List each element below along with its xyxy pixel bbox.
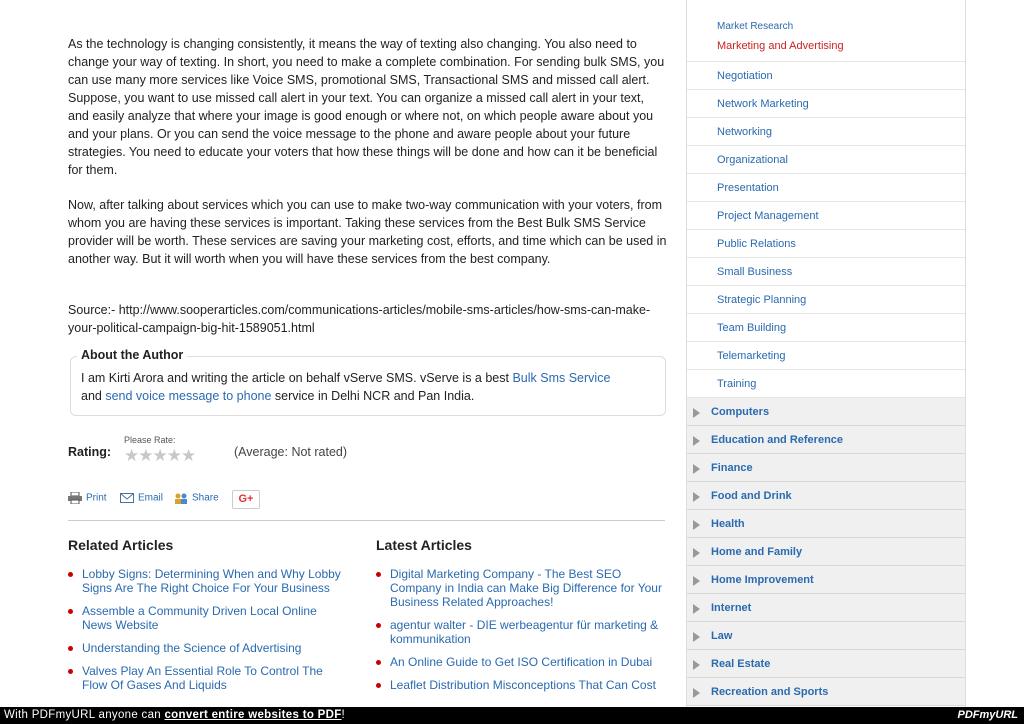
related-article-link[interactable]: Understanding the Science of Advertising: [82, 641, 302, 655]
sidebar-category-home-improvement[interactable]: [687, 566, 965, 594]
about-author-title: About the Author: [77, 348, 187, 362]
sidebar-category-finance[interactable]: [687, 454, 965, 482]
convert-websites-link[interactable]: convert entire websites to PDF: [164, 709, 342, 721]
related-article-link[interactable]: Lobby Signs: Determining When and Why Lobby Signs Are The Right Choice For Your Business: [82, 567, 341, 595]
sidebar-subitem-market-research[interactable]: Market Research: [717, 21, 794, 32]
category-label: Law: [711, 630, 733, 642]
latest-articles-list: [376, 567, 668, 701]
google-plus-button[interactable]: G+: [232, 490, 260, 509]
category-label: Real Estate: [711, 658, 771, 670]
author-text-part: service in Delhi NCR and Pan India.: [271, 389, 475, 403]
sidebar-subitem-negotiation[interactable]: Negotiation: [687, 62, 965, 90]
pdfmyurl-footer: [0, 707, 1024, 724]
average-rating: (Average: Not rated): [234, 445, 348, 459]
sidebar-subitem-marketing-advertising[interactable]: Marketing and Advertising: [687, 34, 965, 62]
rating-section: [68, 435, 368, 465]
sidebar-category-real-estate[interactable]: [687, 650, 965, 678]
sidebar-subitem-strategic-planning[interactable]: Strategic Planning: [687, 286, 965, 314]
list-item: [376, 655, 668, 669]
latest-articles-title: Latest Articles: [376, 537, 472, 553]
sidebar-subitem-training[interactable]: Training: [687, 370, 965, 398]
sidebar-subitem-networking[interactable]: Networking: [687, 118, 965, 146]
printer-icon: [68, 492, 82, 504]
footer-suffix: !: [341, 709, 346, 721]
star-icon[interactable]: ★: [166, 446, 182, 465]
star-icon[interactable]: ★: [138, 446, 154, 465]
sidebar-subitem-network-marketing[interactable]: Network Marketing: [687, 90, 965, 118]
category-label: Recreation and Sports: [711, 686, 829, 698]
category-label: Finance: [711, 462, 753, 474]
envelope-icon: [120, 492, 134, 504]
article-paragraph-1: As the technology is changing consistently, it means the way of texting also changing. You also need to change your way of texting. In short, you need to make a complete combination. For sending bulk SMS, you can use many more services like Voice SMS, promotional SMS, Transactional SMS and missed call alert. Suppose, you want to use missed call alert in your text. You can organize a missed call alert in your text, and easily analyze that where your image is good enough or where not, on which people aware about you and your plans. Or you can send the voice message to the phone and aware people about your future strategies. You need to educate your voters that how these things will be done and how can it be beneficial for them.: [68, 37, 665, 177]
sidebar-subitem-organizational[interactable]: Organizational: [687, 146, 965, 174]
triangle-right-icon: [693, 576, 700, 586]
related-articles-title: Related Articles: [68, 537, 174, 553]
star-icon[interactable]: ★: [181, 446, 197, 465]
rating-stars[interactable]: [124, 447, 195, 466]
triangle-right-icon: [693, 632, 700, 642]
sidebar-category-education[interactable]: [687, 426, 965, 454]
category-label: Health: [711, 518, 745, 530]
pdfmyurl-logo: PDFmyURL: [957, 709, 1018, 721]
sidebar-category-internet[interactable]: [687, 594, 965, 622]
triangle-right-icon: [693, 464, 700, 474]
category-label: Education and Reference: [711, 434, 844, 446]
article-source: Source:- http://www.sooperarticles.com/communications-articles/mobile-sms-articles/how-sms-can-make-your-political-campaign-big-hit-1589051.html: [68, 303, 651, 335]
footer-text: [4, 707, 345, 724]
star-icon[interactable]: ★: [124, 446, 140, 465]
print-label: Print: [86, 492, 107, 504]
triangle-right-icon: [693, 688, 700, 698]
email-button[interactable]: [120, 492, 163, 504]
sidebar-category-home-family[interactable]: [687, 538, 965, 566]
sidebar-subitem-public-relations[interactable]: Public Relations: [687, 230, 965, 258]
sidebar-category-health[interactable]: [687, 510, 965, 538]
category-label: Home and Family: [711, 546, 803, 558]
share-toolbar: [68, 490, 665, 521]
list-item: [376, 618, 668, 646]
email-label: Email: [138, 492, 164, 504]
about-author-text: [81, 369, 651, 405]
list-item: [376, 567, 668, 609]
list-item: [376, 678, 668, 692]
star-icon[interactable]: ★: [152, 446, 168, 465]
category-label: Food and Drink: [711, 490, 792, 502]
triangle-right-icon: [693, 520, 700, 530]
sidebar-subitem-team-building[interactable]: Team Building: [687, 314, 965, 342]
share-label: Share: [192, 492, 219, 504]
triangle-right-icon: [693, 604, 700, 614]
related-article-link[interactable]: Valves Play An Essential Role To Control The Flow Of Gases And Liquids: [82, 664, 323, 692]
triangle-right-icon: [693, 492, 700, 502]
sidebar-category-computers[interactable]: [687, 398, 965, 426]
triangle-right-icon: [693, 408, 700, 418]
print-button[interactable]: [68, 492, 107, 504]
latest-article-link[interactable]: agentur walter - DIE werbeagentur für marketing & kommunikation: [390, 618, 659, 646]
sidebar-subitem-presentation[interactable]: Presentation: [687, 174, 965, 202]
latest-article-link[interactable]: Leaflet Distribution Misconceptions That Can Cost: [390, 678, 656, 692]
sidebar-subitem-project-management[interactable]: Project Management: [687, 202, 965, 230]
please-rate-label: Please Rate:: [124, 435, 176, 445]
category-label: Internet: [711, 602, 752, 614]
related-articles-list: [68, 567, 350, 701]
list-item: [68, 604, 350, 632]
sidebar-category-law[interactable]: [687, 622, 965, 650]
triangle-right-icon: [693, 548, 700, 558]
about-author-box: [70, 348, 666, 416]
share-button[interactable]: [174, 492, 219, 504]
list-item: [68, 641, 350, 655]
sidebar-subitem-telemarketing[interactable]: Telemarketing: [687, 342, 965, 370]
triangle-right-icon: [693, 436, 700, 446]
author-text-part: and: [81, 389, 106, 403]
footer-prefix: With PDFmyURL anyone can: [4, 709, 165, 721]
list-item: [68, 664, 350, 692]
list-item: [68, 567, 350, 595]
author-text-part: I am Kirti Arora and writing the article on behalf vServe SMS. vServe is a best: [81, 371, 513, 385]
rating-label: Rating:: [68, 445, 112, 459]
sidebar-category-recreation-sports[interactable]: [687, 678, 965, 706]
sidebar-subitem-small-business[interactable]: Small Business: [687, 258, 965, 286]
category-label: Home Improvement: [711, 574, 814, 586]
send-voice-message-link[interactable]: send voice message to phone: [105, 389, 272, 403]
bulk-sms-service-link[interactable]: Bulk Sms Service: [512, 371, 611, 385]
related-article-link[interactable]: Assemble a Community Driven Local Online News Website: [82, 604, 317, 632]
category-sidebar: [686, 0, 966, 708]
latest-article-link[interactable]: Digital Marketing Company - The Best SEO Company in India can Make Big Difference for Your Business Related Approaches!: [390, 567, 662, 609]
triangle-right-icon: [693, 660, 700, 670]
latest-article-link[interactable]: An Online Guide to Get ISO Certification in Dubai: [390, 655, 653, 669]
category-label: Computers: [711, 406, 770, 418]
sidebar-category-food-drink[interactable]: [687, 482, 965, 510]
people-icon: [174, 492, 188, 504]
article-paragraph-2: Now, after talking about services which you can use to make two-way communication with your voters, from whom you are having these services is important. Taking these services from the Best Bulk SMS Service provider will be worth. These services are saving your marketing cost, efforts, and time which can be used in another way. But it will worth when you will have these services from the best company.: [68, 198, 667, 266]
